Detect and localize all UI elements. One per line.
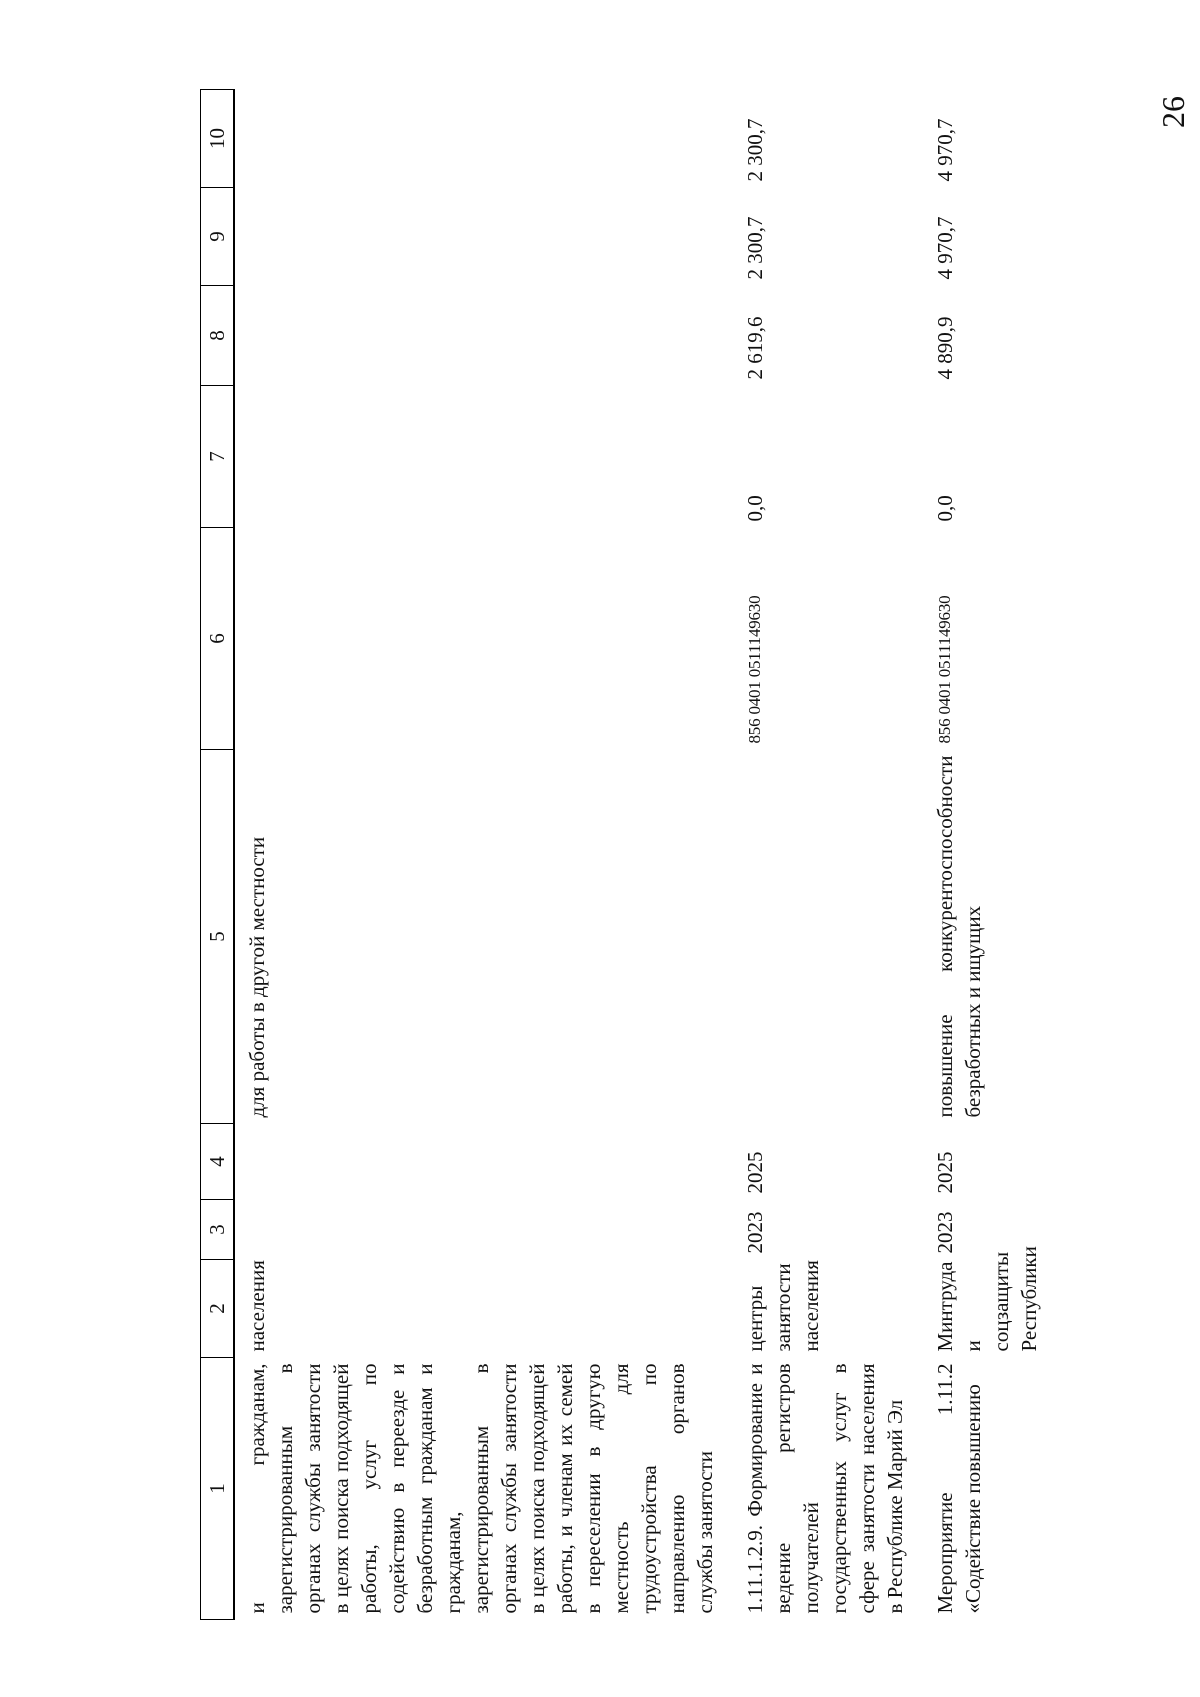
page-number: 26 <box>1155 96 1191 128</box>
column-header-5: 5 <box>201 750 235 1124</box>
cell-value-8 <box>234 286 733 386</box>
cell-result <box>733 750 923 1124</box>
cell-budget-code: 856 0401 0511149630 <box>745 595 764 744</box>
cell-value-9: 4 970,7 <box>933 216 957 280</box>
table-row <box>234 90 733 1620</box>
cell-start-year: 2023 <box>743 1211 767 1254</box>
rotated-table-sheet <box>200 90 1041 1620</box>
cell-value-10: 4 970,7 <box>933 118 957 182</box>
cell-activity: 1.11.1.2.9. Формирование и ведение регистров получателей государственных услуг в сфере занятости населения в Республике Марий Эл <box>743 1363 907 1614</box>
column-header-4: 4 <box>201 1124 235 1200</box>
cell-value-7: 0,0 <box>743 495 767 522</box>
column-header-7: 7 <box>201 386 235 528</box>
cell-start-year: 2023 <box>933 1211 957 1254</box>
cell-value-7: 0,0 <box>933 495 957 522</box>
cell-activity: Мероприятие 1.11.2 «Содействие повышению <box>933 1363 985 1614</box>
cell-executor: Минтруда и соцзащиты Республики <box>933 1246 1041 1352</box>
cell-value-9: 2 300,7 <box>743 216 767 280</box>
cell-result: для работы в другой местности <box>245 836 269 1118</box>
cell-executor: населения <box>245 1260 269 1352</box>
table-row <box>733 90 923 1620</box>
column-header-9: 9 <box>201 188 235 286</box>
table-header-row <box>201 90 235 1620</box>
column-header-10: 10 <box>201 90 235 188</box>
cell-value-8: 4 890,9 <box>933 316 957 380</box>
column-header-6: 6 <box>201 528 235 750</box>
column-header-3: 3 <box>201 1200 235 1260</box>
cell-value-8: 2 619,6 <box>743 316 767 380</box>
cell-start-year <box>234 1200 733 1260</box>
cell-value-10 <box>234 90 733 188</box>
cell-value-10: 2 300,7 <box>743 118 767 182</box>
cell-end-year <box>234 1124 733 1200</box>
cell-value-9 <box>234 188 733 286</box>
cell-executor: центры занятости населения <box>743 1260 823 1352</box>
cell-end-year: 2025 <box>933 1151 957 1194</box>
budget-table <box>200 89 1057 1620</box>
cell-end-year: 2025 <box>743 1151 767 1194</box>
cell-activity: и гражданам, зарегистрированным в органах службы занятости в целях поиска подходящей работы, услуг по содействию в переезде и безработным гражданам и гражданам, зарегистрированным в органах службы занятости в целях поиска подходящей работы, и членам их семей в переселении в другую местность для трудоустройства по направлению органов службы занятости <box>245 1363 717 1614</box>
column-header-8: 8 <box>201 286 235 386</box>
cell-result: повышение конкурентоспособности безработных и ищущих <box>933 755 985 1118</box>
table-row <box>923 90 1057 1620</box>
column-header-2: 2 <box>201 1260 235 1358</box>
column-header-1: 1 <box>201 1358 235 1620</box>
cell-budget-code: 856 0401 0511149630 <box>935 595 954 744</box>
cell-budget-code <box>234 528 733 750</box>
cell-value-7 <box>234 386 733 528</box>
